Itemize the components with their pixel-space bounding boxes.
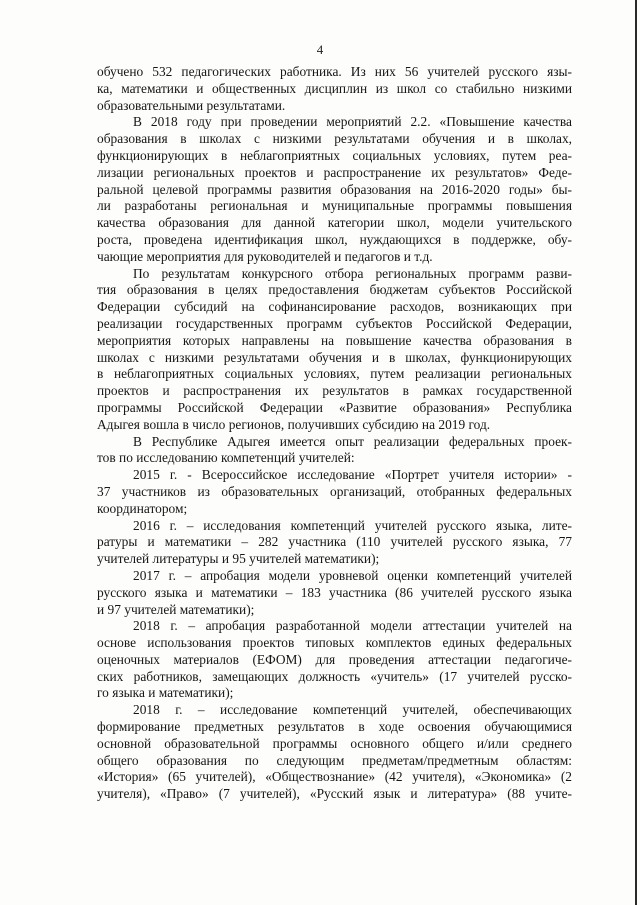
paragraph (97, 64, 572, 114)
paragraph (97, 467, 572, 517)
text-line: школах с низкими результатами обучения и в школах, функционирующих (97, 349, 572, 365)
text-line: учителя), «Право» (7 учителей), «Русский язык и литература» (88 учите- (97, 786, 572, 802)
text-line: программы Российской Федерации «Развитие образования» Республика (97, 399, 572, 415)
text-line: ральной целевой программы развития образования на 2016-2020 годы» бы- (97, 181, 572, 197)
paragraph (97, 518, 572, 568)
text-line: лизации региональных проектов и распространение их результатов» Феде- (97, 164, 572, 180)
paragraph (97, 266, 572, 434)
text-line: оценочных материалов (ЕФОМ) для проведения аттестации педагогиче- (97, 651, 572, 667)
text-line: 2017 г. – апробация модели уровневой оценки компетенций учителей (133, 567, 572, 583)
text-line: учителей литературы и 95 учителей математики); (97, 551, 380, 567)
text-line: Федерации субсидий на софинансирование расходов, возникающих при (97, 299, 572, 315)
document-body (97, 64, 572, 803)
text-line: образовательными результатами. (97, 97, 286, 113)
text-line: В Республике Адыгея имеется опыт реализации федеральных проек- (133, 433, 572, 449)
text-line: По результатам конкурсного отбора региональных программ разви- (133, 265, 572, 281)
paragraph (97, 114, 572, 265)
text-line: проектов и распространения их результатов в рамках государственной (97, 383, 572, 399)
text-line: качества образования для данной категории школ, модели учительского (97, 215, 572, 231)
text-line: ка, математики и общественных дисциплин из школ со стабильно низкими (97, 80, 572, 96)
paragraph (97, 618, 572, 702)
text-line: роста, проведена идентификация школ, нуждающихся в поддержке, обу- (97, 231, 572, 247)
text-line: тия образования в целях предоставления бюджетам субъектов Российской (97, 282, 572, 298)
text-line: основной образовательной программы основного общего и/или среднего (97, 735, 572, 751)
scan-edge-line (635, 0, 637, 905)
text-line: и 97 учителей математики); (97, 601, 255, 617)
text-line: ских работников, замещающих должность «учитель» (17 учителей русско- (97, 668, 572, 684)
text-line: В 2018 году при проведении мероприятий 2.2. «Повышение качества (133, 114, 572, 130)
text-line: координатором; (97, 500, 188, 516)
text-line: «История» (65 учителей), «Обществознание» (42 учителя), «Экономика» (2 (97, 769, 572, 785)
text-line: в неблагоприятных социальных условиях, путем реализации региональных (97, 366, 572, 382)
text-line: 2015 г. - Всероссийское исследование «Портрет учителя истории» - (133, 467, 572, 483)
text-line: 2018 г. – апробация разработанной модели аттестации учителей на (133, 618, 572, 634)
text-line: реализации государственных программ субъектов Российской Федерации, (97, 315, 572, 331)
text-line: тов по исследованию компетенций учителей: (97, 450, 355, 466)
text-line: мероприятия которых направлены на повышение качества образования в (97, 332, 572, 348)
text-line: ратуры и математики – 282 участника (110 учителей русского языка, 77 (97, 534, 572, 550)
paragraph (97, 702, 572, 803)
text-line: функционирующих в неблагоприятных социальных условиях, путем реа- (97, 147, 572, 163)
text-line: образования в школах с низкими результатами обучения и в школах, (97, 131, 572, 147)
paragraph (97, 568, 572, 618)
page-number: 4 (316, 42, 324, 57)
paragraph (97, 434, 572, 468)
text-line: русского языка и математики – 183 участника (86 учителей русского языка (97, 584, 572, 600)
text-line: формирование предметных результатов в ходе освоения обучающимися (97, 719, 572, 735)
text-line: го языка и математики); (97, 685, 234, 701)
text-line: обучено 532 педагогических работника. Из них 56 учителей русского язы- (97, 64, 572, 79)
text-line: Адыгея вошла в число регионов, получивших субсидию на 2019 год. (97, 416, 491, 432)
text-line: чающие мероприятия для руководителей и педагогов и т.д. (97, 248, 433, 264)
text-line: 37 участников из образовательных организаций, отобранных федеральных (97, 483, 572, 499)
text-line: 2016 г. – исследования компетенций учителей русского языка, лите- (133, 517, 572, 533)
text-line: 2018 г. – исследование компетенций учителей, обеспечивающих (133, 702, 572, 718)
text-line: основе использования проектов типовых комплектов единых федеральных (97, 635, 572, 651)
text-line: общего образования по следующим предметам/предметным областям: (97, 752, 572, 768)
text-line: ли разработаны региональная и муниципальные программы повышения (97, 198, 572, 214)
